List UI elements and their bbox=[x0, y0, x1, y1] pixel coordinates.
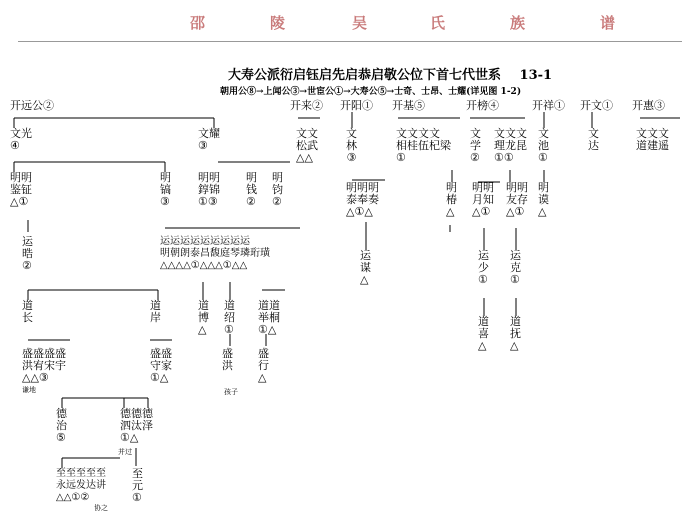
tree-node: 文文文文 相桂伍杞梁 ① bbox=[396, 127, 451, 164]
header-char: 邵 bbox=[190, 14, 207, 32]
tree-node: 开远公② bbox=[10, 99, 54, 112]
tree-node: 道 抚 △ bbox=[510, 315, 521, 352]
tree-node: 明明 友存 △① bbox=[506, 181, 528, 218]
tree-node: 德德德 泗汰泽 ①△ bbox=[120, 407, 153, 444]
tree-node: 明 椿 △ bbox=[446, 181, 457, 218]
tree-node: 道 长 bbox=[22, 299, 33, 324]
tree-node: 明 钧 ② bbox=[272, 171, 283, 208]
header-char: 谱 bbox=[600, 14, 617, 32]
tree-node: 文 林 ③ bbox=[346, 127, 357, 164]
tree-node: 开惠③ bbox=[632, 99, 665, 112]
tree-node: 道 岸 bbox=[150, 299, 161, 324]
tree-node: 文耀 ③ bbox=[198, 127, 220, 152]
tree-node: 明明 月知 △① bbox=[472, 181, 494, 218]
tree-node: 文光 ④ bbox=[10, 127, 32, 152]
tree-node: 道道 举桐 ①△ bbox=[258, 299, 280, 336]
tree-node: 文文文 道建遥 bbox=[636, 127, 669, 152]
tree-node: 明明 錞锦 ①③ bbox=[198, 171, 220, 208]
tree-node: 盛 行 △ bbox=[258, 347, 269, 384]
tree-node: 开基⑤ bbox=[392, 99, 425, 112]
tree-node: 开榜④ bbox=[466, 99, 499, 112]
tree-node: 运 谋 △ bbox=[360, 249, 371, 286]
tree-node: 盛 洪 bbox=[222, 347, 233, 372]
tree-node: 文 学 ② bbox=[470, 127, 481, 164]
title-main: 大寿公派衍启钰启先启恭启敬公位下首七代世系 bbox=[228, 68, 502, 83]
tree-node: 开来② bbox=[290, 99, 323, 112]
tree-node: 德 治 ⑤ bbox=[56, 407, 67, 444]
header-char: 吴 bbox=[352, 14, 369, 32]
title-number: 13-1 bbox=[519, 68, 553, 83]
tree-node: 文文 松武 △△ bbox=[296, 127, 318, 164]
small-note: 并过 bbox=[118, 448, 132, 456]
tree-node: 运 晧 ② bbox=[22, 235, 33, 272]
header-char: 族 bbox=[510, 14, 527, 32]
tree-node: 运运运运运运运运运 明朝朗泰昌馥庭琴璘珩璜 △△△△①△△△①△△ bbox=[160, 236, 270, 271]
tree-node: 开文① bbox=[580, 99, 613, 112]
lineage-line: 朝用公⑧→上闻公③→世宦公①→大寿公⑤→士奇、士昂、士耀(详见图 1-2) bbox=[220, 87, 522, 97]
small-note: 协之 bbox=[94, 504, 108, 512]
tree-node: 文文文 理龙昆 ①① bbox=[494, 127, 527, 164]
tree-node: 明 谟 △ bbox=[538, 181, 549, 218]
tree-node: 运 少 ① bbox=[478, 249, 489, 286]
tree-node: 道 绍 ① bbox=[224, 299, 235, 336]
tree-node: 运 克 ① bbox=[510, 249, 521, 286]
small-note: 谦地 bbox=[22, 386, 36, 394]
tree-node: 文 池 ① bbox=[538, 127, 549, 164]
tree-node: 明明 鉴钲 △① bbox=[10, 171, 32, 208]
tree-node: 至 元 ① bbox=[132, 467, 143, 504]
tree-node: 明 镐 ③ bbox=[160, 171, 171, 208]
tree-node: 文 达 bbox=[588, 127, 599, 152]
tree-node: 至至至至至 永远发达讲 △△①② bbox=[56, 468, 106, 503]
small-note: 孩子 bbox=[224, 388, 238, 396]
tree-node: 盛盛盛盛 洪宥宋宇 △△③ bbox=[22, 347, 66, 384]
tree-node: 道 博 △ bbox=[198, 299, 209, 336]
tree-node: 开阳① bbox=[340, 99, 373, 112]
tree-node: 盛盛 守家 ①△ bbox=[150, 347, 172, 384]
header-char: 氏 bbox=[430, 14, 447, 32]
tree-node: 明 钱 ② bbox=[246, 171, 257, 208]
tree-node: 道 喜 △ bbox=[478, 315, 489, 352]
tree-node: 明明明 泰奉奏 △①△ bbox=[346, 181, 379, 218]
header-char: 陵 bbox=[270, 14, 287, 32]
tree-node: 开祥① bbox=[532, 99, 565, 112]
